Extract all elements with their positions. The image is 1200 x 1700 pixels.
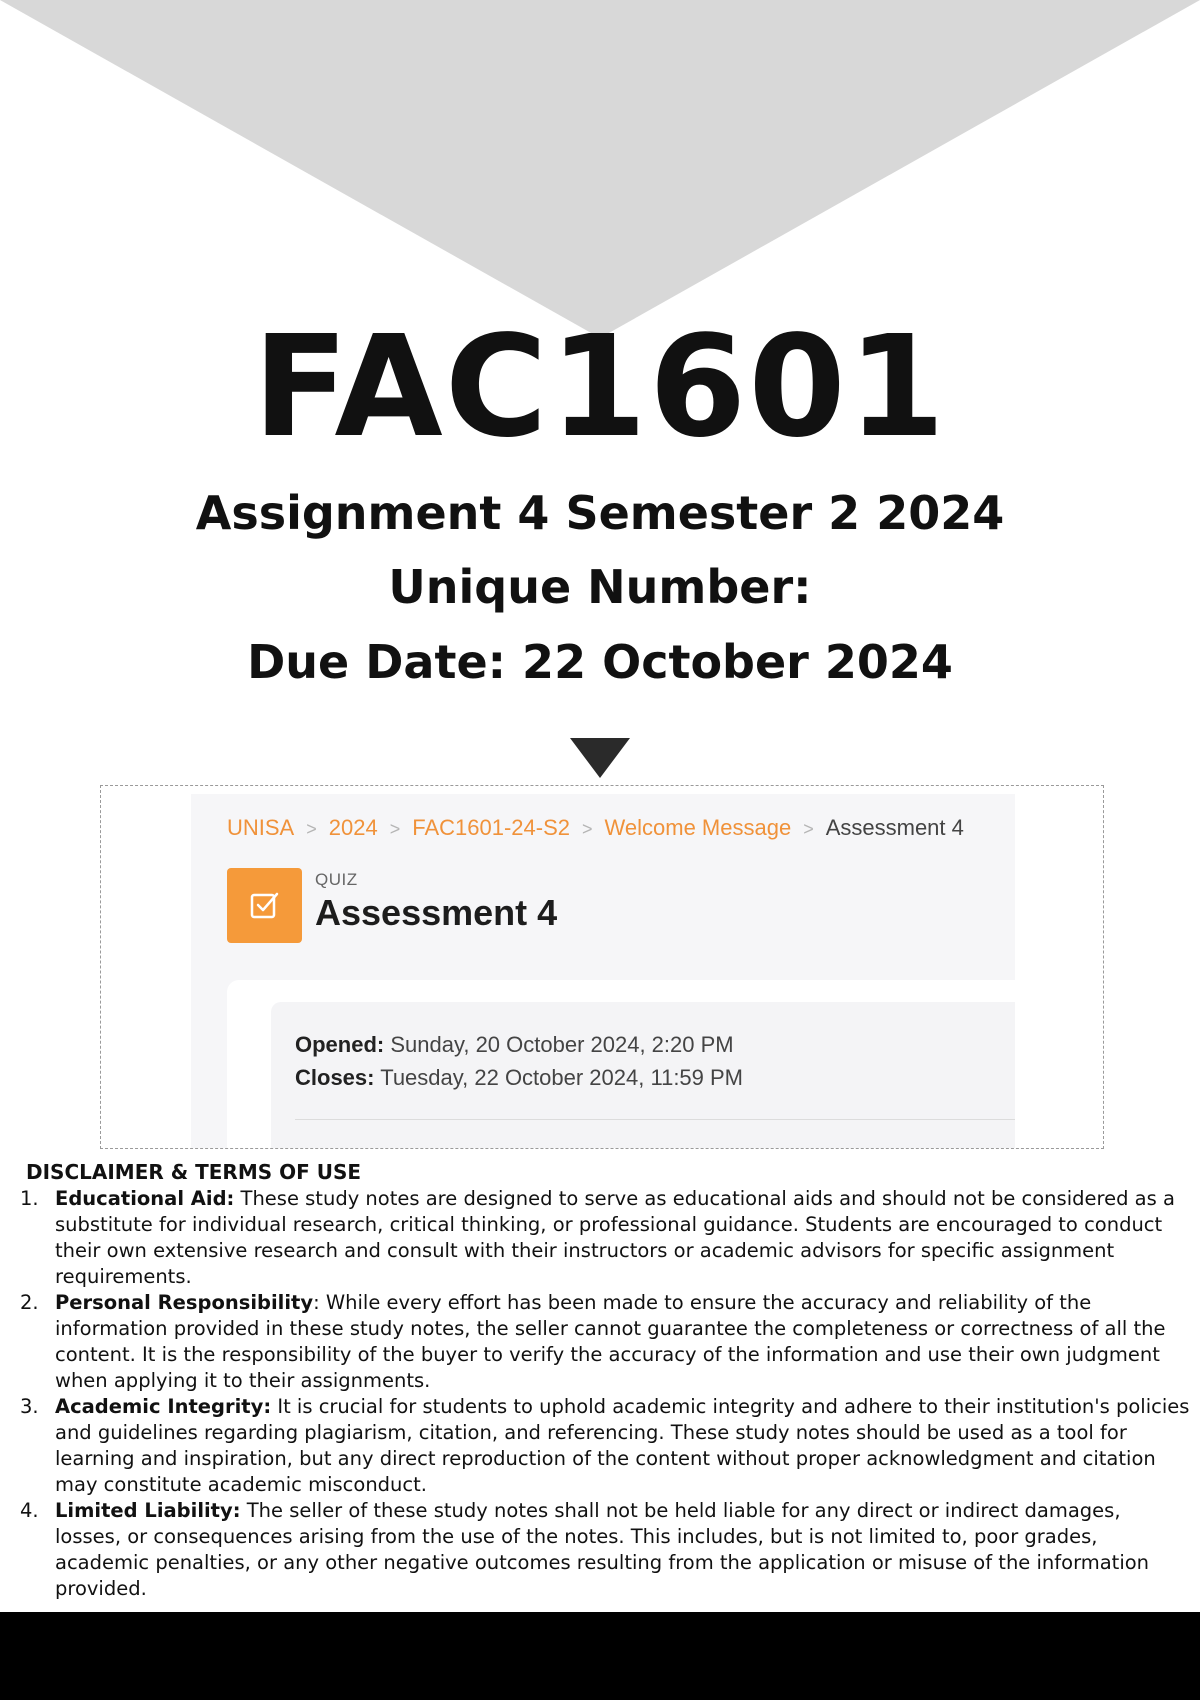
checkbox-icon [249,890,281,922]
item-title: Academic Integrity: [55,1395,272,1418]
top-chevron-graphic [0,0,1200,340]
due-date: Due Date: 22 October 2024 [247,635,953,689]
down-arrow-icon [570,738,630,778]
item-title: Personal Responsibility [55,1291,314,1314]
item-number: 4. [20,1499,39,1522]
disclaimer-list [20,1186,1192,1602]
opened-value: Sunday, 20 October 2024, 2:20 PM [390,1032,734,1057]
closes-date [295,1065,743,1091]
chevron-right-icon: > [306,819,317,839]
disclaimer-item [20,1186,1192,1290]
disclaimer-item [20,1290,1192,1394]
opened-date [295,1032,734,1058]
course-code: FAC1601 [252,306,948,469]
breadcrumb-course[interactable]: FAC1601-24-S2 [412,815,570,840]
breadcrumb-current: Assessment 4 [825,815,964,840]
closes-label: Closes: [295,1065,375,1090]
item-title: Educational Aid: [55,1187,235,1210]
disclaimer-item [20,1498,1192,1602]
quiz-icon [227,868,302,943]
divider [295,1119,1015,1120]
disclaimer-heading: DISCLAIMER & TERMS OF USE [26,1160,362,1184]
item-number: 2. [20,1291,39,1314]
quiz-title: Assessment 4 [315,892,558,933]
opened-label: Opened: [295,1032,385,1057]
item-text: These study notes are designed to serve as educational aids and should not be considered as a substitute for individual research, critical thinking, or professional guidance. Students are encouraged to conduct their own extensive research and consult with their instructors or academic advisors for specific assignment requirements. [55,1187,1175,1288]
quiz-info-card [227,980,1015,1148]
embedded-screenshot [100,785,1104,1149]
chevron-right-icon: > [803,819,814,839]
item-number: 1. [20,1187,39,1210]
unique-number-label: Unique Number: [388,560,812,614]
assignment-subtitle: Assignment 4 Semester 2 2024 [195,486,1005,540]
disclaimer-item [20,1394,1192,1498]
chevron-right-icon: > [389,819,401,839]
item-title: Limited Liability: [55,1499,241,1522]
item-text: It is crucial for students to uphold academic integrity and adhere to their institution's policies and guidelines regarding plagiarism, citation, and referencing. These study notes should be used as a tool for learning and inspiration, but any direct reproduction of the content without proper acknowledgment and citation may constitute academic misconduct. [55,1395,1190,1496]
quiz-kicker: QUIZ [315,870,358,889]
breadcrumb [227,815,964,841]
breadcrumb-welcome-message[interactable]: Welcome Message [604,815,792,840]
bottom-black-bar [0,1612,1200,1700]
breadcrumb-year[interactable]: 2024 [328,815,378,840]
breadcrumb-unisa[interactable]: UNISA [227,815,295,840]
quiz-dates-box [271,1002,1015,1148]
item-number: 3. [20,1395,39,1418]
quiz-page-panel [191,794,1015,1148]
item-text: : While every effort has been made to ensure the accuracy and reliability of the information provided in these study notes, the seller cannot guarantee the completeness or correctness of all the content. It is the responsibility of the buyer to verify the accuracy of the information and use their own judgment when applying it to their assignments. [55,1291,1166,1392]
chevron-right-icon: > [582,819,593,839]
item-text: The seller of these study notes shall not be held liable for any direct or indirect damages, losses, or consequences arising from the use of the notes. This includes, but is not limited to, poor grades, academic penalties, or any other negative outcomes resulting from the application or misuse of the information provided. [55,1499,1150,1600]
closes-value: Tuesday, 22 October 2024, 11:59 PM [380,1065,744,1090]
